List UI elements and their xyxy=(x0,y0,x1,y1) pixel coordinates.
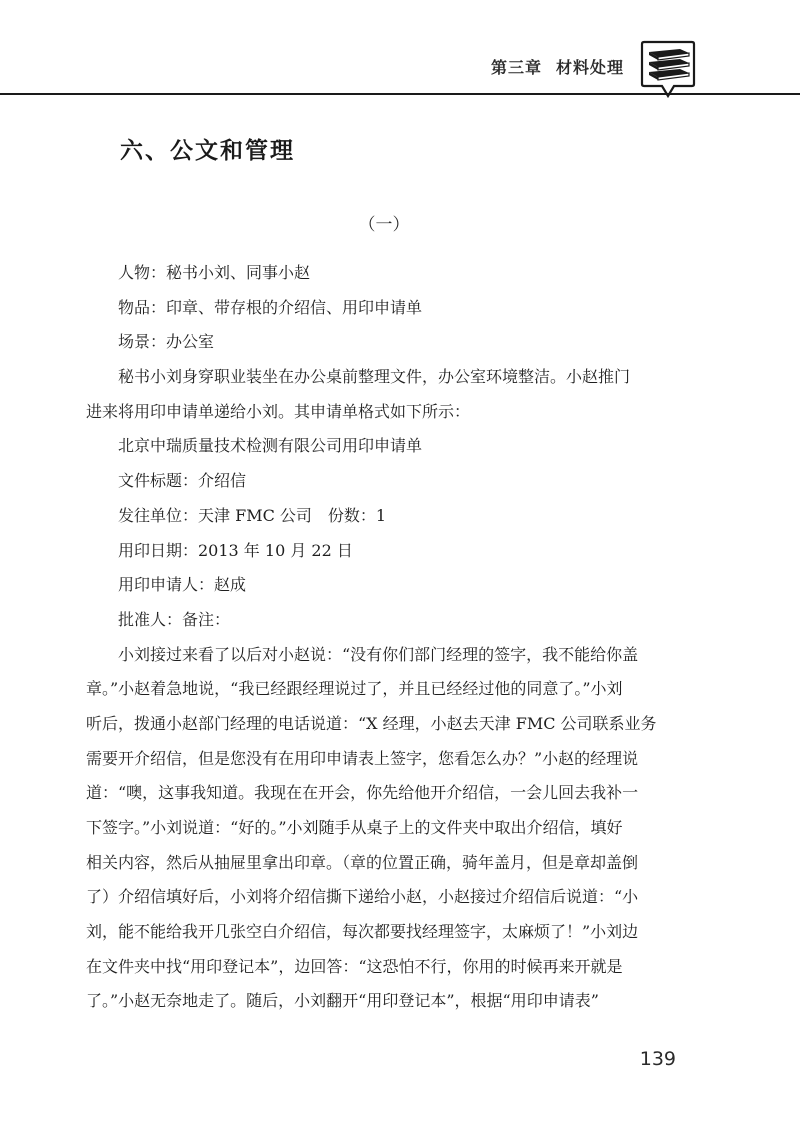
body-line: 小刘接过来看了以后对小赵说：“没有你们部门经理的签字，我不能给你盖 xyxy=(118,644,639,664)
body-text xyxy=(86,256,690,1019)
body-line: 进来将用印申请单递给小刘。其申请单格式如下所示： xyxy=(86,401,471,421)
chapter-title: 材料处理 xyxy=(555,58,624,77)
running-head xyxy=(491,55,624,78)
body-line: 批准人：备注： xyxy=(118,609,231,629)
body-line: 相关内容，然后从抽屉里拿出印章。（章的位置正确，骑年盖月，但是章却盖倒 xyxy=(86,852,639,872)
subsection-number: （一） xyxy=(358,215,410,235)
body-line: 听后，拨通小赵部门经理的电话说道：“X 经理，小赵去天津 FMC 公司联系业务 xyxy=(86,713,657,733)
body-line: 秘书小刘身穿职业装坐在办公桌前整理文件，办公室环境整洁。小赵推门 xyxy=(118,367,631,387)
book-stack-icon xyxy=(640,40,696,98)
body-line: 场景：办公室 xyxy=(118,332,215,352)
section-title: 六、公文和管理 xyxy=(120,138,295,164)
body-line: 在文件夹中找“用印登记本”，边回答：“这恐怕不行，你用的时候再来开就是 xyxy=(86,956,623,976)
body-line: 章。”小赵着急地说，“我已经跟经理说过了，并且已经经过他的同意了。”小刘 xyxy=(86,679,623,699)
body-line: 了）介绍信填好后，小刘将介绍信撕下递给小赵，小赵接过介绍信后说道：“小 xyxy=(86,887,639,907)
body-line: 发往单位：天津 FMC 公司 份数：1 xyxy=(118,505,387,525)
body-line: 用印申请人：赵成 xyxy=(118,575,247,595)
chapter-number: 第三章 xyxy=(490,58,542,77)
page-number: 139 xyxy=(639,1048,676,1070)
body-line: 文件标题：介绍信 xyxy=(118,471,247,491)
body-line: 需要开介绍信，但是您没有在用印申请表上签字，您看怎么办？”小赵的经理说 xyxy=(86,748,639,768)
body-line: 下签字。”小刘说道：“好的。”小刘随手从桌子上的文件夹中取出介绍信，填好 xyxy=(86,818,623,837)
header-rule xyxy=(0,93,800,95)
body-line: 道：“噢，这事我知道。我现在在开会，你先给他开介绍信，一会儿回去我补一 xyxy=(86,783,639,803)
body-line: 人物：秘书小刘、同事小赵 xyxy=(118,263,311,282)
body-line: 了。”小赵无奈地走了。随后，小刘翻开“用印登记本”，根据“用印申请表” xyxy=(86,991,599,1011)
body-line: 用印日期：2013 年 10 月 22 日 xyxy=(118,540,353,560)
body-line: 刘，能不能给我开几张空白介绍信，每次都要找经理签字，太麻烦了！”小刘边 xyxy=(86,922,639,942)
body-line: 物品：印章、带存根的介绍信、用印申请单 xyxy=(118,297,423,317)
page-header xyxy=(0,0,800,100)
body-line: 北京中瑞质量技术检测有限公司用印申请单 xyxy=(118,436,423,456)
